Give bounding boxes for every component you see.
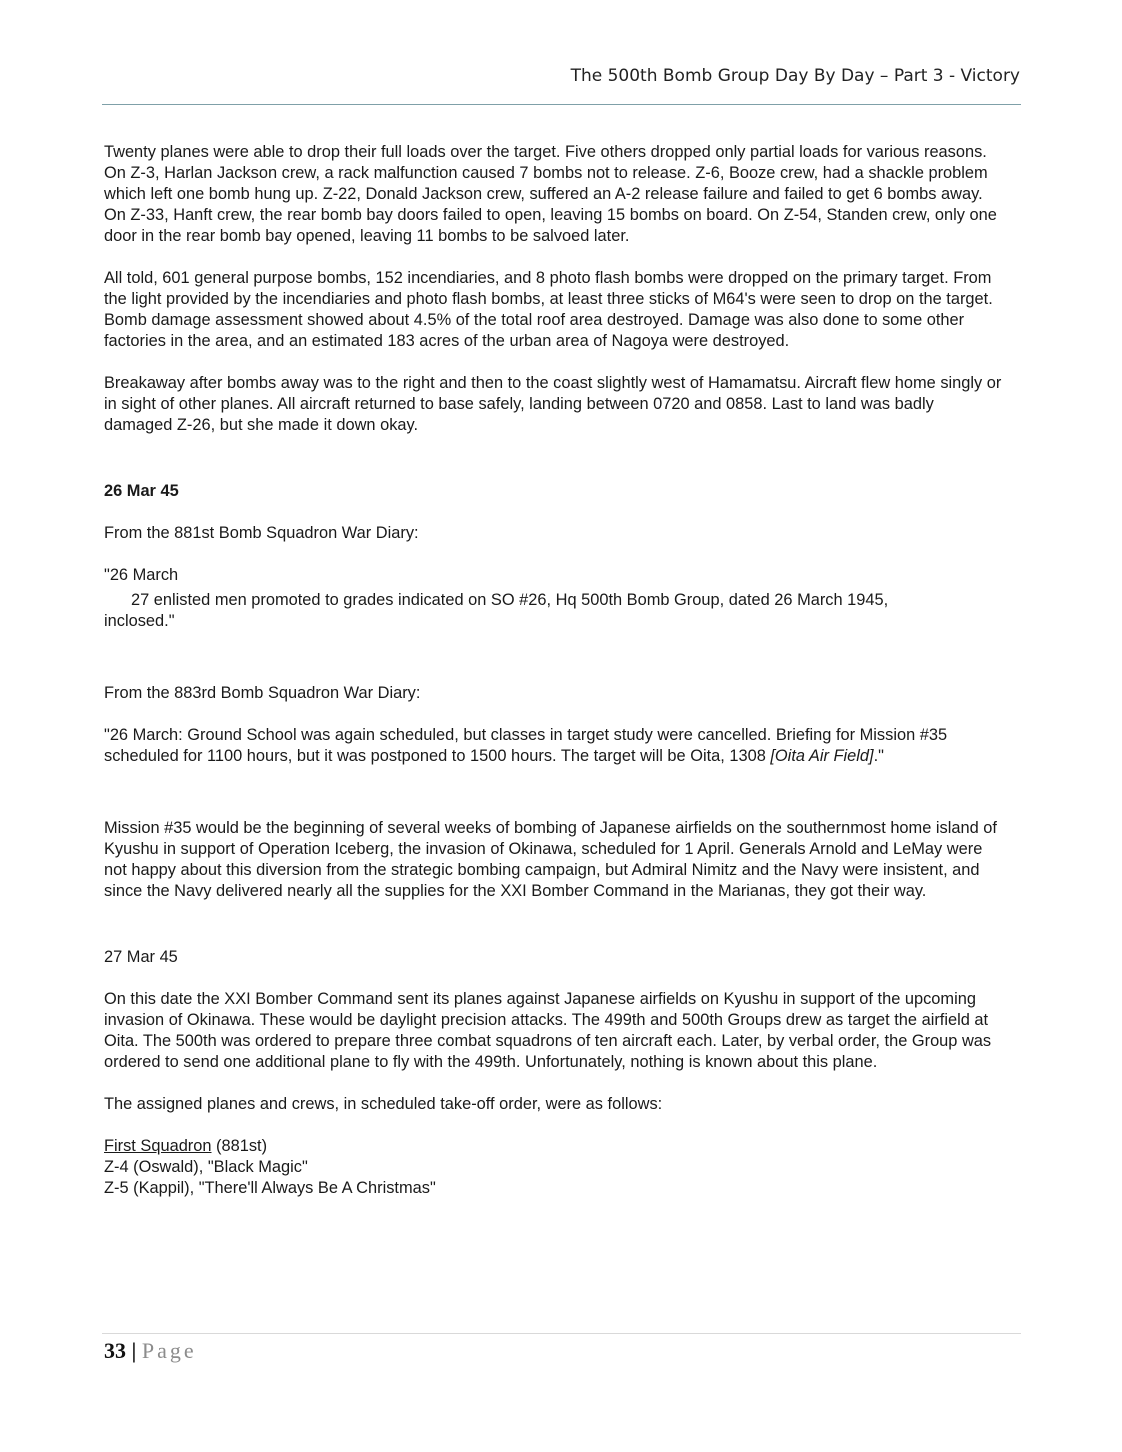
crew-list-item: Z-4 (Oswald), "Black Magic": [104, 1158, 308, 1176]
paragraph: From the 881st Bomb Squadron War Diary:: [104, 524, 419, 542]
page-header: The 500th Bomb Group Day By Day – Part 3 - Victory: [570, 66, 1020, 86]
header-divider: [102, 104, 1021, 105]
squadron-unit: (881st): [211, 1137, 268, 1155]
quote-italic-note: [Oita Air Field]: [770, 747, 874, 765]
footer-divider: [102, 1333, 1021, 1334]
document-body: [104, 142, 1004, 1199]
paragraph: Twenty planes were able to drop their full loads over the target. Five others dropped only partial loads for various reasons. On Z-3, Harlan Jackson crew, a rack malfunction caused 7 bombs not to release. Z-6, Booze crew, had a shackle problem which left one bomb hung up. Z-22, Donald Jackson crew, suffered an A-2 release failure and failed to get 6 bombs away. On Z-33, Hanft crew, the rear bomb bay doors failed to open, leaving 15 bombs on board. On Z-54, Standen crew, only one door in the rear bomb bay opened, leaving 11 bombs to be salvoed later.: [104, 143, 997, 245]
diary-entry-text-cont: inclosed.": [104, 612, 175, 630]
squadron-title: [104, 1136, 1004, 1157]
page-label: Page: [141, 1338, 197, 1363]
page-number: 33: [104, 1338, 126, 1363]
crew-list-item: Z-5 (Kappil), "There'll Always Be A Christmas": [104, 1179, 436, 1197]
diary-entry-date: "26 March: [104, 566, 179, 584]
squadron-label: First Squadron: [104, 1137, 212, 1155]
quote-end: .": [873, 747, 884, 765]
paragraph: All told, 601 general purpose bombs, 152 incendiaries, and 8 photo flash bombs were dropped on the primary target. From the light provided by the incendiaries and photo flash bombs, at least three sticks of M64's were seen to drop on the target. Bomb damage assessment showed about 4.5% of the total roof area destroyed. Damage was also done to some other factories in the area, and an estimated 183 acres of the urban area of Nagoya were destroyed.: [104, 269, 993, 350]
page-footer: [104, 1338, 197, 1364]
section-heading-27-mar: 27 Mar 45: [104, 948, 178, 966]
diary-entry-text: 27 enlisted men promoted to grades indicated on SO #26, Hq 500th Bomb Group, dated 26 March 1945,: [131, 591, 889, 609]
paragraph: Mission #35 would be the beginning of several weeks of bombing of Japanese airfields on the southernmost home island of Kyushu in support of Operation Iceberg, the invasion of Okinawa, scheduled for 1 April. Generals Arnold and LeMay were not happy about this diversion from the strategic bombing campaign, but Admiral Nimitz and the Navy were insistent, and since the Navy delivered nearly all the supplies for the XXI Bomber Command in the Marianas, they got their way.: [104, 819, 997, 900]
paragraph: From the 883rd Bomb Squadron War Diary:: [104, 684, 421, 702]
diary-quote: [104, 725, 1004, 767]
section-heading-26-mar: 26 Mar 45: [104, 482, 179, 500]
paragraph: The assigned planes and crews, in scheduled take-off order, were as follows:: [104, 1095, 663, 1113]
quote-text: "26 March: Ground School was again scheduled, but classes in target study were cancelled. Briefing for Mission #35 scheduled for 1100 hours, but it was postponed to 1500 hours. The target will be Oita, 1308: [104, 726, 948, 765]
paragraph: Breakaway after bombs away was to the right and then to the coast slightly west of Hamamatsu. Aircraft flew home singly or in sight of other planes. All aircraft returned to base safely, landing between 0720 and 0858. Last to land was badly damaged Z-26, but she made it down okay.: [104, 374, 1002, 434]
paragraph: On this date the XXI Bomber Command sent its planes against Japanese airfields on Kyushu in support of the upcoming invasion of Okinawa. These would be daylight precision attacks. The 499th and 500th Groups drew as target the airfield at Oita. The 500th was ordered to prepare three combat squadrons of ten aircraft each. Later, by verbal order, the Group was ordered to send one additional plane to fly with the 499th. Unfortunately, nothing is known about this plane.: [104, 990, 992, 1071]
footer-separator: |: [131, 1338, 137, 1363]
